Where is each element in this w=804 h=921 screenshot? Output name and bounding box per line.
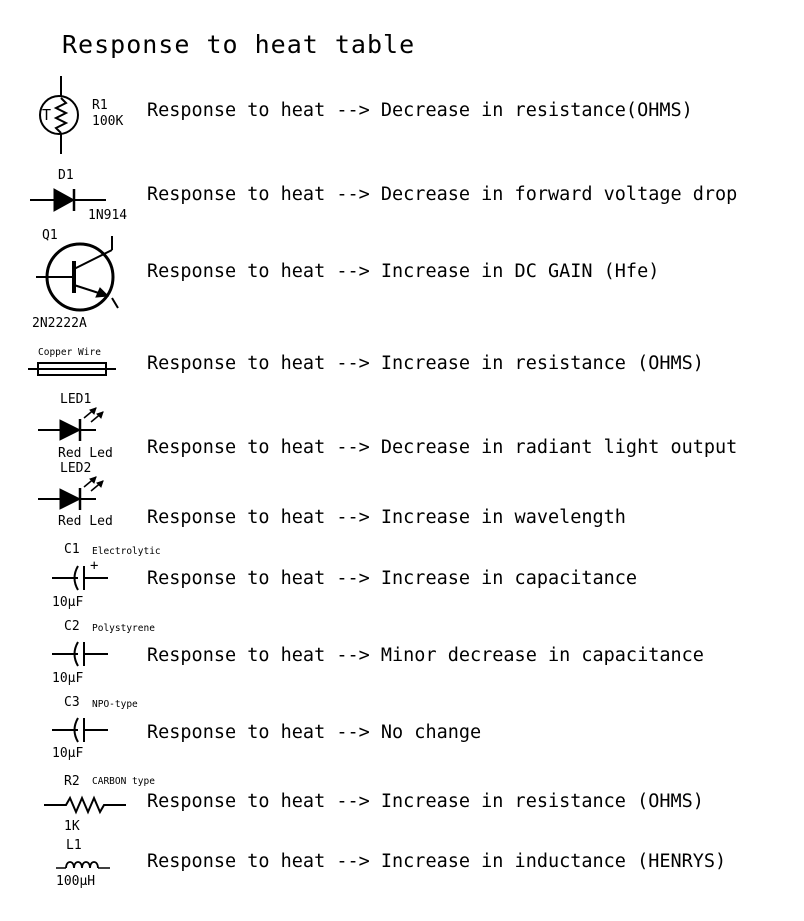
response-text-c2: Response to heat --> Minor decrease in capacitance (147, 645, 704, 666)
response-text-diode: Response to heat --> Decrease in forward voltage drop (147, 184, 738, 205)
c1-polarity: + (90, 558, 99, 574)
l1-designator: L1 (66, 838, 82, 853)
response-text-copper-wire: Response to heat --> Increase in resistance (OHMS) (147, 353, 704, 374)
c2-symbol (52, 638, 112, 668)
c3-symbol (52, 714, 112, 744)
thermistor-designator: R1 (92, 98, 108, 113)
r2-symbol (44, 795, 128, 815)
thermistor-symbol-letter: T (42, 106, 52, 124)
response-text-r2: Response to heat --> Increase in resistance (OHMS) (147, 791, 704, 812)
response-text-led2: Response to heat --> Increase in wavelength (147, 507, 626, 528)
c1-type: Electrolytic (92, 546, 161, 557)
l1-symbol (56, 856, 116, 872)
r2-value: 1K (64, 819, 80, 834)
r2-designator: R2 (64, 774, 80, 789)
led2-symbol (38, 475, 118, 515)
response-text-c3: Response to heat --> No change (147, 722, 482, 743)
transistor-value: 2N2222A (32, 316, 87, 331)
led1-symbol (38, 406, 118, 446)
response-text-c1: Response to heat --> Increase in capacitance (147, 568, 638, 589)
led2-value: Red Led (58, 514, 113, 529)
response-text-l1: Response to heat --> Increase in inductance (HENRYS) (147, 851, 727, 872)
c3-value: 10µF (52, 746, 84, 761)
c1-symbol (52, 562, 112, 592)
thermistor-symbol (30, 76, 80, 156)
thermistor-value: 100K (92, 114, 124, 129)
response-text-led1: Response to heat --> Decrease in radiant light output (147, 437, 738, 458)
c2-type: Polystyrene (92, 623, 155, 634)
diode-designator: D1 (58, 168, 74, 183)
transistor-designator: Q1 (42, 228, 58, 243)
led1-value: Red Led (58, 446, 113, 461)
diode-value: 1N914 (88, 208, 128, 223)
c2-value: 10µF (52, 671, 84, 686)
led2-designator: LED2 (60, 461, 92, 476)
r2-type: CARBON type (92, 776, 155, 787)
c1-designator: C1 (64, 542, 80, 557)
transistor-symbol (36, 236, 126, 314)
page-title: Response to heat table (62, 30, 416, 59)
c1-value: 10µF (52, 595, 84, 610)
response-text-thermistor: Response to heat --> Decrease in resistance(OHMS) (147, 100, 693, 121)
l1-value: 100µH (56, 874, 96, 889)
c3-designator: C3 (64, 695, 80, 710)
copper-wire-label: Copper Wire (38, 347, 101, 358)
led1-designator: LED1 (60, 392, 92, 407)
copper-wire-symbol (28, 360, 118, 378)
c2-designator: C2 (64, 619, 80, 634)
response-text-transistor: Response to heat --> Increase in DC GAIN (Hfe) (147, 261, 660, 282)
c3-type: NPO-type (92, 699, 138, 710)
